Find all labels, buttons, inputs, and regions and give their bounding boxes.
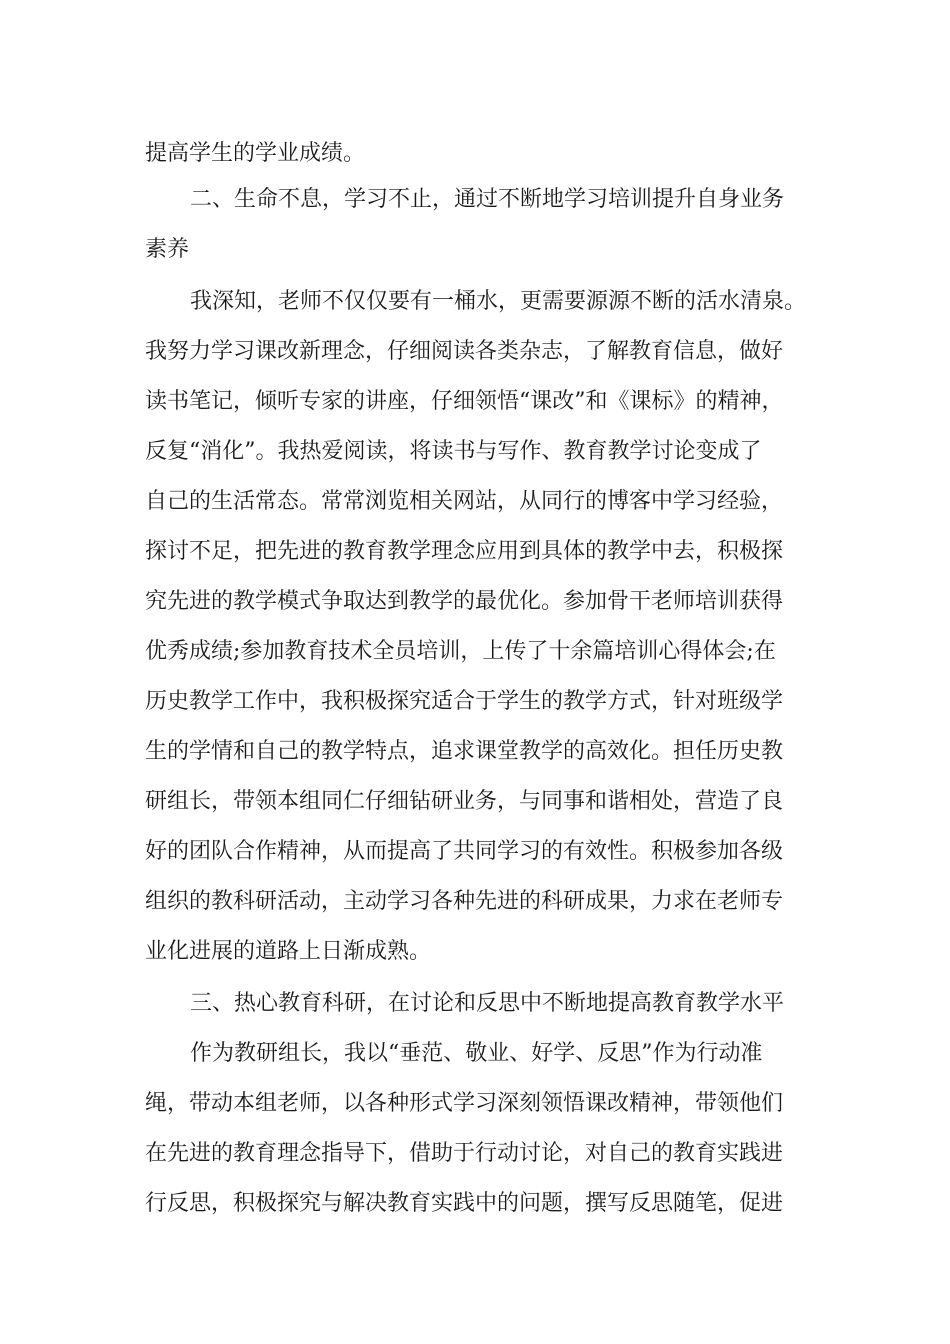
text-line-13: 生的学情和自己的教学特点，追求课堂教学的高效化。担任历史教 [145, 739, 784, 764]
text-line-16: 组织的教科研活动，主动学习各种先进的科研成果，力求在老师专 [145, 889, 784, 914]
text-line-17: 业化进展的道路上日渐成熟。 [145, 939, 432, 964]
text-line-1: 提高学生的学业成绩。 [145, 141, 366, 166]
section-heading-2: 二、生命不息，学习不止，通过不断地学习培训提升自身业务 [190, 187, 785, 212]
text-line-20: 绳，带动本组老师，以各种形式学习深刻领悟课改精神，带领他们 [145, 1091, 784, 1116]
text-line-5: 我努力学习课改新理念，仔细阅读各类杂志，了解教育信息，做好 [145, 339, 784, 364]
section-heading-3: 三、热心教育科研，在讨论和反思中不断地提高教育教学水平 [190, 991, 785, 1016]
text-line-7: 反复“消化”。我热爱阅读，将读书与写作、教育教学讨论变成了 [145, 439, 762, 464]
text-line-12: 历史教学工作中，我积极探究适合于学生的教学方式，针对班级学 [145, 689, 784, 714]
text-line-4: 我深知，老师不仅仅要有一桶水，更需要源源不断的活水清泉。 [190, 289, 807, 314]
text-line-9: 探讨不足，把先进的教育教学理念应用到具体的教学中去，积极探 [145, 539, 784, 564]
text-line-11: 优秀成绩;参加教育技术全员培训，上传了十余篇培训心得体会;在 [145, 639, 776, 664]
text-line-14: 研组长，带领本组同仁仔细钻研业务，与同事和谐相处，营造了良 [145, 789, 784, 814]
text-line-21: 在先进的教育理念指导下，借助于行动讨论，对自己的教育实践进 [145, 1141, 784, 1166]
text-line-22: 行反思，积极探究与解决教育实践中的问题，撰写反思随笔，促进 [145, 1191, 784, 1216]
text-line-19: 作为教研组长，我以“垂范、敬业、好学、反思”作为行动准 [190, 1041, 763, 1066]
text-line-6: 读书笔记，倾听专家的讲座，仔细领悟“课改”和《课标》的精神， [145, 389, 784, 414]
text-line-8: 自己的生活常态。常常浏览相关网站，从同行的博客中学习经验， [145, 489, 784, 514]
text-line-10: 究先进的教学模式争取达到教学的最优化。参加骨干老师培训获得 [145, 589, 784, 614]
text-line-15: 好的团队合作精神，从而提高了共同学习的有效性。积极参加各级 [145, 839, 784, 864]
section-heading-2-cont: 素养 [145, 237, 190, 262]
